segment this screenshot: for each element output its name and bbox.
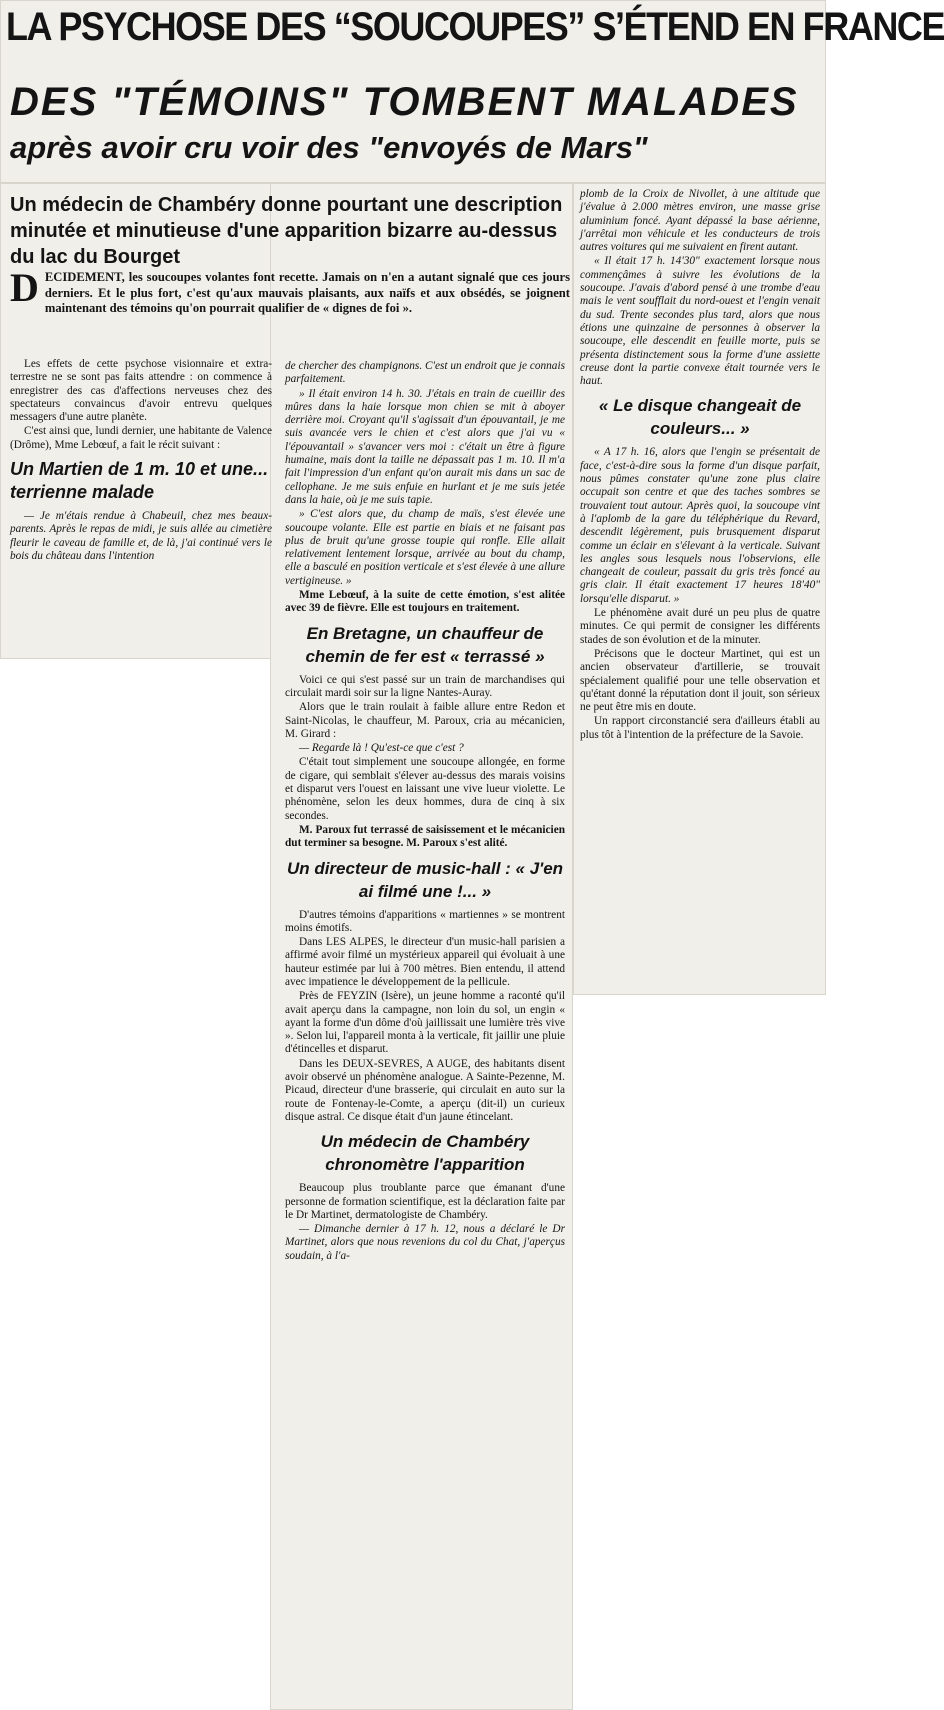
paragraph: Le phénomène avait duré un peu plus de quatre minutes. Ce qui permit de consigner les différents stades de son évolution et de la minuter.	[580, 607, 820, 646]
column-right	[580, 188, 820, 743]
lead-paragraph	[10, 265, 570, 317]
section-heading: Un directeur de music-hall : « J'en ai filmé une !... »	[286, 858, 564, 901]
paragraph: plomb de la Croix de Nivollet, à une altitude que j'évalue à 2.000 mètres environ, une masse grise aluminium foncé. Ayant dépassé la base aérienne, j'arrêtai mon véhicule et les conducteurs de trois autres voitures qui me suivaient en firent autant.	[580, 188, 820, 254]
paragraph: Dans LES ALPES, le directeur d'un music-hall parisien a affirmé avoir filmé un mystérieux appareil qui évoluait à une hauteur estimée par lui à 700 mètres. Bien entendu, il attend avec impatience le développement de la pellicule.	[285, 936, 565, 988]
paragraph: Alors que le train roulait à faible allure entre Redon et Saint-Nicolas, le chauffeur, M. Paroux, cria au mécanicien, M. Girard :	[285, 701, 565, 740]
drop-cap: D	[10, 265, 39, 310]
paragraph: » Il était environ 14 h. 30. J'étais en train de cueillir des mûres dans la haie lorsque mon chien se mit à aboyer derrière moi. Croyant qu'il s'agissait d'un épouvantail, je me suis avancée vers le chien et c'est alors que j'ai vu « l'épouvantail » s'avancer vers moi : c'était un être à figure humaine, mais dont la taille ne dépassait pas 1 m. 10. Il m'a fait l'impression d'un enfant qu'on aurait mis dans un sac de cellophane. Je me suis enfuie en hurlant et je me suis jetée dans la haie, où je me suis tapie.	[285, 387, 565, 506]
paragraph: Mme Lebœuf, à la suite de cette émotion, s'est alitée avec 39 de fièvre. Elle est toujours en traitement.	[285, 589, 565, 615]
paragraph: M. Paroux fut terrassé de saisissement et le mécanicien dut terminer sa besogne. M. Paroux s'est alité.	[285, 823, 565, 850]
paragraph: » C'est alors que, du champ de maïs, s'est élevée une soucoupe volante. Elle est partie en biais et ne faisant pas plus de bruit qu'une grosse toupie qui ronfle. Elle allait relativement lentement lorsque, arrivée au bout du champ, elle a basculé en position verticale et s'est élevée à une allure vertigineuse. »	[285, 508, 565, 587]
paragraph: — Je m'étais rendue à Chabeuil, chez mes beaux-parents. Après le repas de midi, je suis allée au cimetière fleurir le caveau de famille et, de là, j'ai continué vers le bois du château dans l'intention	[10, 510, 272, 562]
paragraph: — Dimanche dernier à 17 h. 12, nous a déclaré le Dr Martinet, alors que nous revenions du col du Chat, j'aperçus soudain, à l'a-	[285, 1223, 565, 1262]
paragraph: Un rapport circonstancié sera d'ailleurs établi au plus tôt à l'intention de la préfecture de la Savoie.	[580, 715, 820, 741]
lead-text: ECIDEMENT, les soucoupes volantes font recette. Jamais on n'en a autant signalé que ces jours derniers. Et le plus fort, c'est qu'aux mauvais plaisants, aux naïfs et aux obsédés, se joignent maintenant des témoins qu'on pourrait qualifier de « dignes de foi ».	[44, 270, 570, 315]
column-middle	[285, 360, 565, 1264]
paragraph: de chercher des champignons. C'est un endroit que je connais parfaitement.	[285, 360, 565, 386]
section-heading: « Le disque changeait de couleurs... »	[598, 396, 802, 439]
paragraph: Précisons que le docteur Martinet, qui est un ancien observateur d'artillerie, se trouvait spécialement qualifié pour une telle observation et qu'étant donné la réputation dont il jouit, son sérieux ne peut être mis en doute.	[580, 647, 820, 714]
column-left	[10, 358, 272, 564]
section-heading: Un Martien de 1 m. 10 et une... terrienne malade	[10, 459, 269, 503]
paragraph: C'est ainsi que, lundi dernier, une habitante de Valence (Drôme), Mme Lebœuf, a fait le récit suivant :	[10, 425, 272, 451]
paragraph: Les effets de cette psychose visionnaire et extra-terrestre ne se sont pas faits attendre : on commence à enregistrer des cas d'affections nerveuses chez des spectateurs convaincus d'avoir entrevu quelques messagers d'une autre planète.	[10, 358, 272, 424]
paragraph: Voici ce qui s'est passé sur un train de marchandises qui circulait mardi soir sur la ligne Nantes-Auray.	[285, 673, 565, 699]
main-headline: LA PSYCHOSE DES “SOUCOUPES” S’ÉTEND EN FRANCE	[6, 5, 944, 49]
paragraph: Dans les DEUX-SEVRES, A AUGE, des habitants disent avoir observé un phénomène analogue. A Sainte-Pezenne, M. Picaud, directeur d'une brasserie, qui circulait en auto sur la route de Fontenay-le-Comte, a aperçu (dit-il) un curieux disque astral. Ce disque était d'un jaune étincelant.	[285, 1057, 565, 1123]
section-heading: Un médecin de Chambéry chronomètre l'apparition	[320, 1132, 530, 1175]
sub-headline: DES "TÉMOINS" TOMBENT MALADES	[10, 80, 799, 124]
paragraph: Beaucoup plus troublante parce que émanant d'une personne de formation scientifique, est la déclaration faite par le Dr Martinet, dermatologiste de Chambéry.	[285, 1182, 565, 1221]
paragraph: « A 17 h. 16, alors que l'engin se présentait de face, c'est-à-dire sous la forme d'un disque parfait, nous pûmes constater qu'une zone plus claire occupait son centre et que des taches sombres se trouvaient tout autour. Après quoi, la soucoupe vint à l'aplomb de la gare du téléphérique du Revard, descendit légèrement, puis brusquement disparut comme un éclair en s'élevant à la verticale. Suivant les angles sous lesquels nous l'observions, elle changeait de couleur, passait du gris très foncé au gris clair. Il était exactement 17 heures 18'40" lorsqu'elle disparut. »	[580, 446, 820, 605]
headline-tagline: après avoir cru voir des "envoyés de Mars"	[10, 130, 648, 165]
paragraph: D'autres témoins d'apparitions « martiennes » se montrent moins émotifs.	[285, 908, 565, 934]
paragraph: — Regarde là ! Qu'est-ce que c'est ?	[299, 742, 464, 755]
section-heading: En Bretagne, un chauffeur de chemin de fer est « terrassé »	[305, 623, 545, 666]
article-deck: Un médecin de Chambéry donne pourtant une description minutée et minutieuse d'une apparition bizarre au-dessus du lac du Bourget	[10, 194, 563, 268]
paragraph: Près de FEYZIN (Isère), un jeune homme a raconté qu'il avait aperçu dans la campagne, non loin du sol, un engin « ayant la forme d'un dôme d'où jaillissait une lumière très vive ». Selon lui, l'appareil monta à la verticale, fit jaillir une pluie d'étincelles et disparut.	[285, 990, 565, 1056]
paragraph: C'était tout simplement une soucoupe allongée, en forme de cigare, qui semblait s'élever au-dessus des marais voisins et disparut vers l'ouest en laissant une vive lueur violette. Le phénomène, selon les deux hommes, dura de cinq à six secondes.	[285, 756, 565, 822]
paragraph: « Il était 17 h. 14'30" exactement lorsque nous commençâmes à suivre les évolutions de la soucoupe. J'avais d'abord pensé à une trombe d'eau mais le vent soufflait du nord-ouest et l'engin venait du sud. Trente secondes plus tard, alors que nous étions une quinzaine de personnes à observer la soucoupe, elle descendit en feuille morte, puis se présenta distinctement sous la forme d'une assiette creuse dont la partie convexe était tournée vers le haut.	[580, 255, 820, 388]
